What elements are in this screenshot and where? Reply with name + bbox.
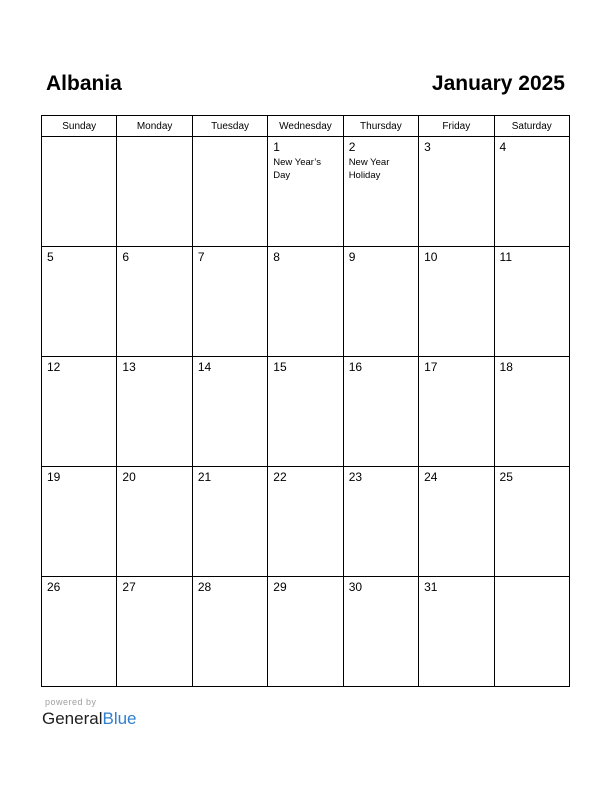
weekday-header: Tuesday (192, 116, 267, 137)
day-number: 13 (122, 360, 136, 374)
day-cell (494, 137, 569, 247)
holiday-label (42, 484, 116, 486)
country-title: Albania (46, 72, 122, 95)
holiday-label (42, 264, 116, 266)
day-cell (117, 577, 192, 687)
week-row (42, 357, 570, 467)
day-cell (419, 467, 494, 577)
holiday-label (42, 594, 116, 596)
day-number: 1 (273, 140, 280, 154)
day-cell (268, 137, 343, 247)
day-number: 10 (424, 250, 438, 264)
day-cell (419, 247, 494, 357)
weekday-header: Saturday (494, 116, 569, 137)
holiday-label (344, 264, 418, 266)
holiday-label (268, 484, 342, 486)
day-cell (42, 247, 117, 357)
day-cell (192, 467, 267, 577)
day-cell (494, 577, 569, 687)
holiday-label (268, 264, 342, 266)
day-cell (419, 577, 494, 687)
weekday-header: Sunday (42, 116, 117, 137)
day-cell (494, 467, 569, 577)
week-row (42, 247, 570, 357)
day-cell (117, 137, 192, 247)
day-number: 19 (47, 470, 61, 484)
holiday-label (117, 374, 191, 376)
day-cell (494, 247, 569, 357)
holiday-label (419, 484, 493, 486)
weekday-header: Thursday (343, 116, 418, 137)
holiday-label (344, 374, 418, 376)
calendar-grid (41, 115, 570, 687)
day-number: 26 (47, 580, 61, 594)
day-cell (268, 357, 343, 467)
day-cell (117, 247, 192, 357)
day-number: 30 (348, 580, 363, 594)
day-number: 2 (348, 140, 356, 154)
day-cell (192, 577, 267, 687)
day-cell (192, 247, 267, 357)
day-cell (42, 137, 117, 247)
day-number: 9 (348, 250, 356, 264)
holiday-label (268, 594, 342, 596)
day-number: 7 (197, 250, 205, 264)
holiday-label (117, 140, 191, 142)
day-number: 28 (197, 580, 212, 594)
day-number: 4 (499, 140, 507, 154)
day-cell (192, 357, 267, 467)
day-number: 24 (424, 470, 438, 484)
holiday-label (495, 264, 569, 266)
day-number: 25 (499, 470, 513, 484)
day-number: 31 (424, 580, 438, 594)
holiday-label (495, 374, 569, 376)
holiday-label (117, 264, 191, 266)
day-number: 8 (273, 250, 280, 264)
day-cell (343, 137, 418, 247)
holiday-label (495, 154, 569, 156)
week-row (42, 467, 570, 577)
holiday-label (268, 374, 342, 376)
day-cell (494, 357, 569, 467)
holiday-label (42, 140, 116, 142)
day-number: 29 (273, 580, 287, 594)
day-cell (42, 357, 117, 467)
footer-branding (42, 697, 137, 729)
day-number: 3 (424, 140, 431, 154)
week-row (42, 577, 570, 687)
day-cell (117, 357, 192, 467)
week-row (42, 137, 570, 247)
day-number: 27 (122, 580, 136, 594)
day-number: 6 (122, 250, 130, 264)
day-cell (343, 357, 418, 467)
day-cell (192, 137, 267, 247)
day-cell (343, 577, 418, 687)
day-number: 16 (348, 360, 363, 374)
holiday-label (42, 374, 116, 376)
holiday-label (344, 594, 418, 596)
holiday-label (193, 140, 267, 142)
month-year-title: January 2025 (431, 72, 565, 95)
day-cell (419, 137, 494, 247)
day-number: 17 (424, 360, 438, 374)
holiday-label (419, 374, 493, 376)
holiday-label (419, 154, 493, 156)
weekday-header: Monday (117, 116, 192, 137)
day-number: 21 (197, 470, 212, 484)
day-cell (268, 247, 343, 357)
brand-name-general: General (42, 709, 103, 728)
holiday-label: New Year’s Day (273, 157, 321, 181)
day-cell (343, 467, 418, 577)
day-number: 11 (499, 250, 512, 264)
weekday-header: Friday (419, 116, 494, 137)
day-number: 12 (47, 360, 61, 374)
holiday-label (495, 580, 569, 582)
holiday-label (193, 264, 267, 266)
day-number: 5 (47, 250, 54, 264)
weekday-header-row (42, 116, 570, 137)
brand-name-blue: Blue (102, 709, 137, 728)
holiday-label (344, 484, 418, 486)
brand-logo (42, 709, 137, 729)
day-cell (268, 577, 343, 687)
day-cell (268, 467, 343, 577)
holiday-label (193, 484, 267, 486)
holiday-label (419, 264, 493, 266)
holiday-label (193, 594, 267, 596)
holiday-label (117, 484, 191, 486)
day-number: 18 (499, 360, 513, 374)
day-number: 23 (348, 470, 363, 484)
day-cell (117, 467, 192, 577)
day-number: 14 (197, 360, 212, 374)
day-cell (42, 577, 117, 687)
day-number: 15 (273, 360, 287, 374)
day-number: 22 (273, 470, 287, 484)
holiday-label: New Year Holiday (348, 157, 390, 181)
holiday-label (193, 374, 267, 376)
day-cell (343, 247, 418, 357)
day-cell (42, 467, 117, 577)
holiday-label (419, 594, 493, 596)
powered-by-text: powered by (45, 697, 97, 707)
holiday-label (495, 484, 569, 486)
weekday-header: Wednesday (268, 116, 343, 137)
day-number: 20 (122, 470, 136, 484)
holiday-label (117, 594, 191, 596)
day-cell (419, 357, 494, 467)
